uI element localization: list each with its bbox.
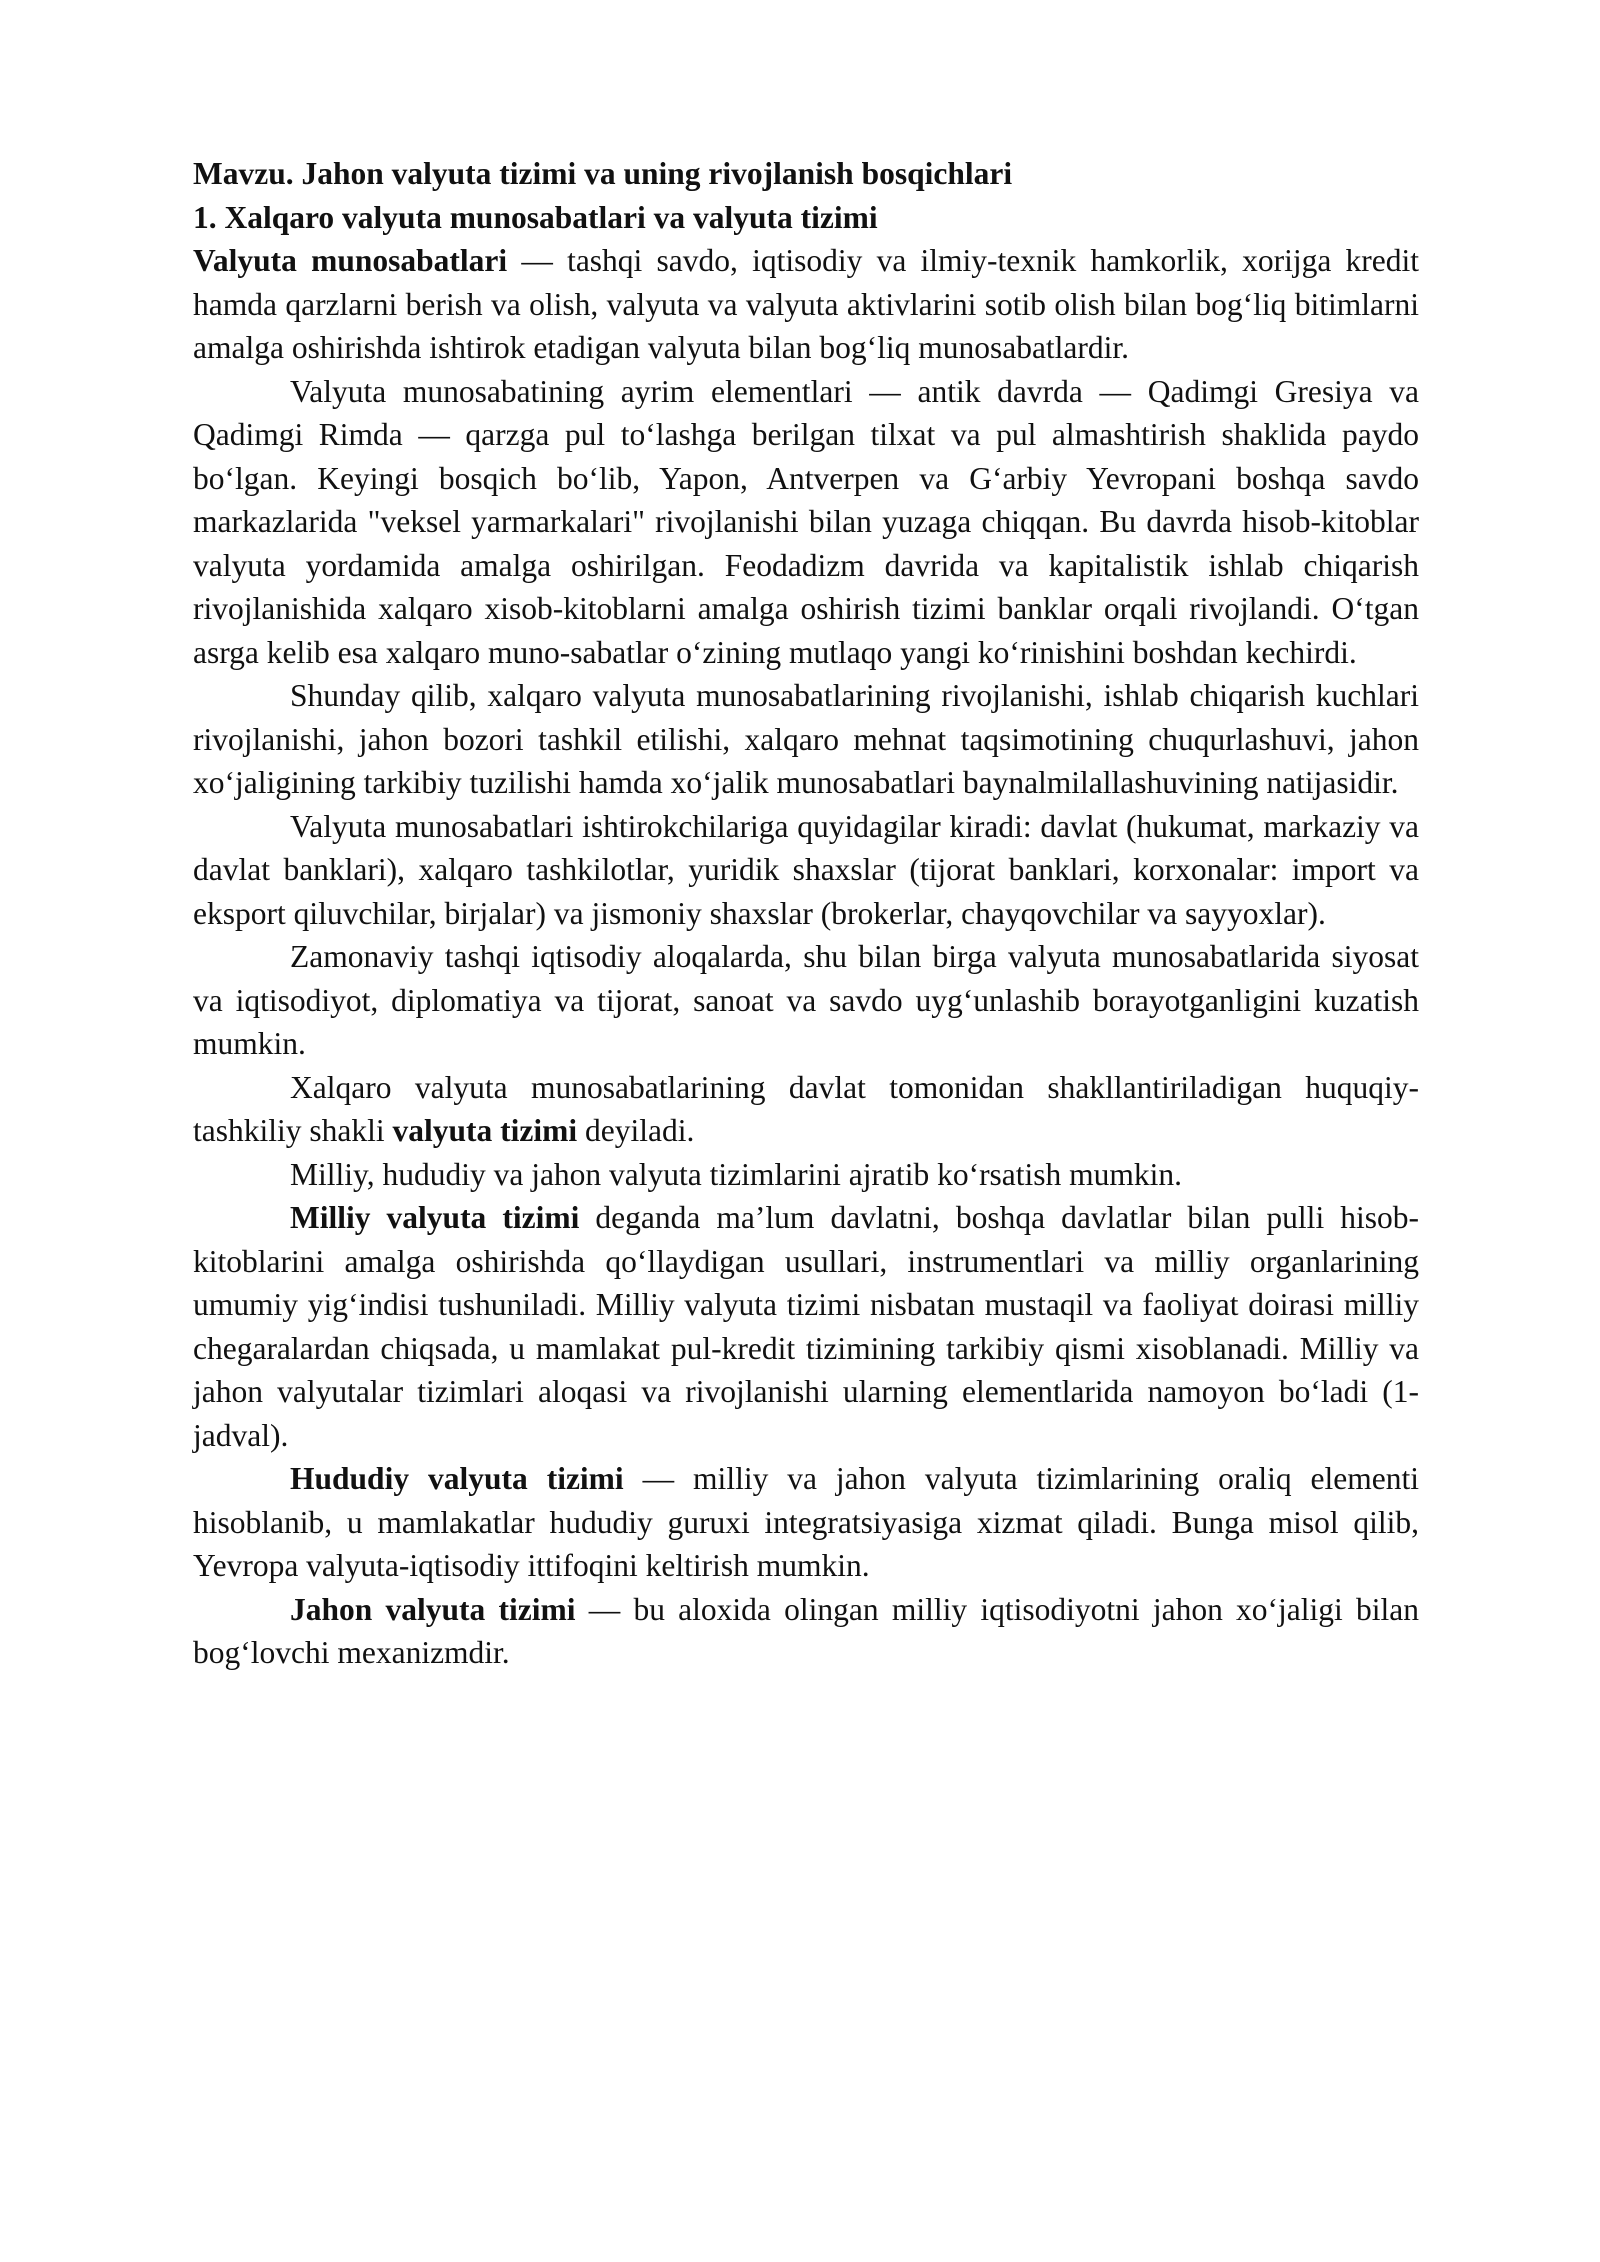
document-title: Mavzu. Jahon valyuta tizimi va uning rivojlanish bosqichlari: [193, 156, 1013, 191]
paragraph-jahon-valyuta-tizimi: [193, 1588, 1419, 1675]
section-heading: 1. Xalqaro valyuta munosabatlari va valyuta tizimi: [193, 199, 878, 235]
paragraph-types: Milliy, hududiy va jahon valyuta tizimlarini ajratib ko‘rsatish mumkin.: [290, 1156, 1183, 1192]
paragraph-text: deganda ma’lum davlatni, boshqa davlatlar bilan pulli hisob-kitoblarini amalga oshirishda qo‘llaydigan usullari, instrumentlari va milliy organlarining umumiy yig‘indisi tushuniladi. Milliy valyuta tizimi nisbatan mustaqil va faoliyat doirasi milliy chegaralardan chiqsada, u mamlakat pul-kredit tizimining tarkibiy qismi xisoblanadi. Milliy va jahon valyutalar tizimlari aloqasi va rivojlanishi ularning elementlarida namoyon bo‘ladi (1-jadval).: [193, 1200, 1419, 1453]
paragraph-milliy-valyuta-tizimi: [193, 1196, 1419, 1457]
term-hududiy-valyuta-tizimi: Hududiy valyuta tizimi: [290, 1461, 624, 1496]
paragraph-participants: Valyuta munosabatlari ishtirokchilariga quyidagilar kiradi: davlat (hukumat, markaziy va davlat banklari), xalqaro tashkilotlar, yuridik shaxslar (tijorat banklari, korxonalar: import va eksport qiluvchilar, birjalar) va jismoniy shaxslar (brokerlar, chayqovchilar va sayyoxlar).: [193, 808, 1419, 931]
paragraph-text: — bu aloxida olingan milliy iqtisodiyotni jahon xo‘jaligi bilan bog‘lovchi mexanizmdir.: [193, 1591, 1419, 1670]
paragraph-valyuta-tizimi-definition: [193, 1066, 1419, 1153]
term-valyuta-tizimi: valyuta tizimi: [392, 1113, 578, 1148]
term-valyuta-munosabatlari: Valyuta munosabatlari: [193, 243, 508, 278]
document-page: [193, 152, 1419, 1675]
term-jahon-valyuta-tizimi: Jahon valyuta tizimi: [290, 1591, 576, 1627]
paragraph-hududiy-valyuta-tizimi: [193, 1457, 1419, 1588]
paragraph-history: Valyuta munosabatining ayrim elementlari — antik davrda — Qadimgi Gresiya va Qadimgi Rimda — qarzga pul to‘lashga berilgan tilxat va pul almashtirish shaklida paydo bo‘lgan. Keyingi bosqich bo‘lib, Yapon, Antverpen va G‘arbiy Yevropani boshqa savdo markazlarida "veksel yarmarkalari" rivojlanishi bilan yuzaga chiqqan. Bu davrda hisob-kitoblar valyuta yordamida amalga oshirilgan. Feodadizm davrida va kapitalistik ishlab chiqarish rivojlanishida xalqaro xisob-kitoblarni amalga oshirish tizimi banklar orqali rivojlandi. O‘tgan asrga kelib esa xalqaro muno-sabatlar o‘zining mutlaqo yangi ko‘rinishini boshdan kechirdi.: [193, 373, 1419, 670]
paragraph-text: deyiladi.: [577, 1113, 695, 1148]
paragraph-text: — milliy va jahon valyuta tizimlarining oraliq elementi hisoblanib, u mamlakatlar hududiy guruxi integratsiyasiga xizmat qiladi. Bunga misol qilib, Yevropa valyuta-iqtisodiy ittifoqini keltirish mumkin.: [193, 1461, 1420, 1583]
term-milliy-valyuta-tizimi: Milliy valyuta tizimi: [290, 1200, 580, 1235]
paragraph-text: — tashqi savdo, iqtisodiy va ilmiy-texnik hamkorlik, xorijga kredit hamda qarzlarni berish va olish, valyuta va valyuta aktivlarini sotib olish bilan bog‘liq bitimlarni amalga oshirishda ishtirok etadigan valyuta bilan bog‘liq munosabatlardir.: [193, 243, 1419, 365]
paragraph-valyuta-munosabatlari: [193, 239, 1419, 370]
paragraph-development: Shunday qilib, xalqaro valyuta munosabatlarining rivojlanishi, ishlab chiqarish kuchlari rivojlanishi, jahon bozori tashkil etilishi, xalqaro mehnat taqsimotining chuqurlashuvi, jahon xo‘jaligining tarkibiy tuzilishi hamda xo‘jalik munosabatlari baynalmilallashuvining natijasidir.: [193, 678, 1419, 800]
paragraph-text: Xalqaro valyuta munosabatlarining davlat tomonidan shakllantiriladigan huquqiy-tashkiliy shakli: [193, 1069, 1419, 1148]
paragraph-modern-relations: Zamonaviy tashqi iqtisodiy aloqalarda, shu bilan birga valyuta munosabatlarida siyosat va iqtisodiyot, diplomatiya va tijorat, sanoat va savdo uyg‘unlashib borayotganligini kuzatish mumkin.: [193, 939, 1419, 1061]
